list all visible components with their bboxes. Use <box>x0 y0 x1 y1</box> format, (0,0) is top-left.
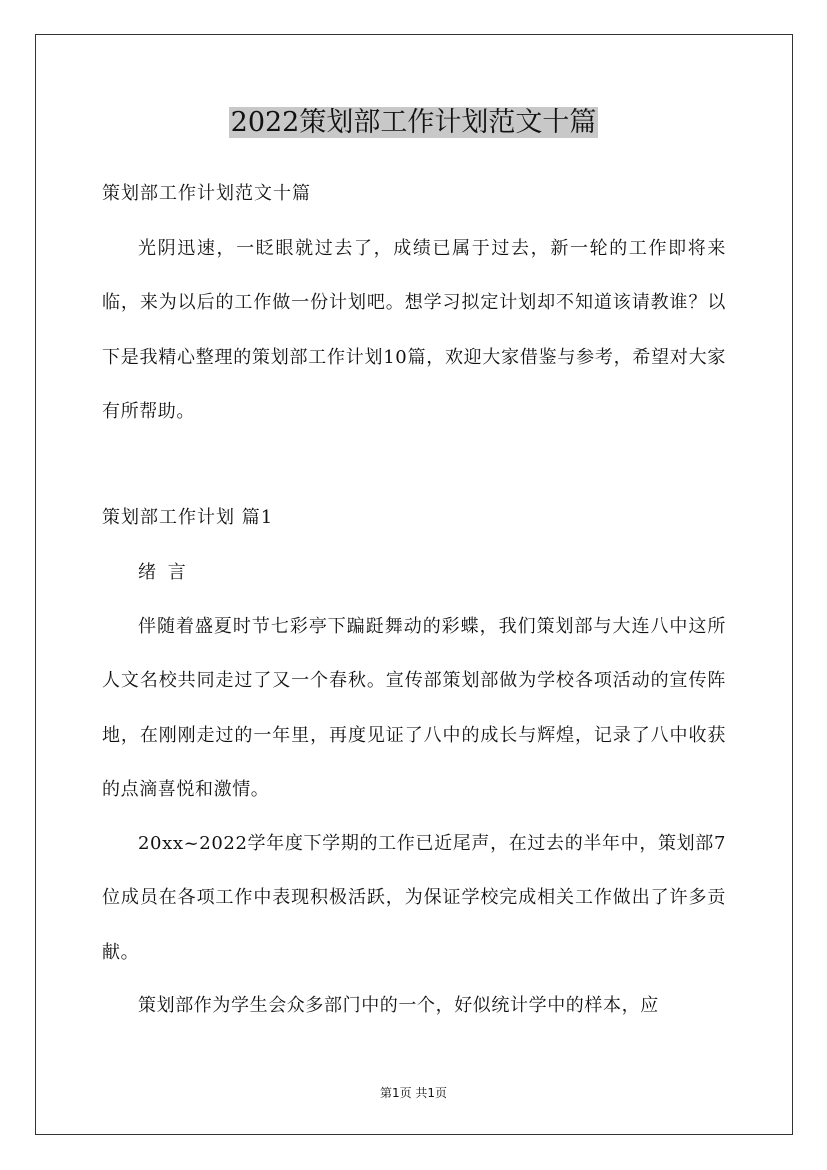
page-footer: 第1页 共1页 <box>379 1086 448 1100</box>
body-paragraph: 伴随着盛夏时节七彩亭下蹁跹舞动的彩蝶，我们策划部与大连八中这所人文名校共同走过了又一个春秋。宣传部策划部做为学校各项活动的宣传阵地，在刚刚走过的一年里，再度见证了八中的成长与辉煌，记录了八中收获的点滴喜悦和激情。 <box>102 616 726 800</box>
body-paragraph: 策划部作为学生会众多部门中的一个，好似统计学中的样本，应 <box>138 995 659 1016</box>
body-paragraph: 20xx~2022学年度下学期的工作已近尾声，在过去的半年中，策划部7位成员在各项工作中表现积极活跃，为保证学校完成相关工作做出了许多贡献。 <box>102 833 726 963</box>
section-intro-label: 绪 言 <box>138 562 189 583</box>
intro-paragraph: 光阴迅速，一眨眼就过去了，成绩已属于过去，新一轮的工作即将来临，来为以后的工作做一份计划吧。想学习拟定计划却不知道该请教谁？以下是我精心整理的策划部工作计划10篇，欢迎大家借鉴与参考，希望对大家有所帮助。 <box>102 238 726 422</box>
document-title-text: 2022策划部工作计划范文十篇 <box>230 107 597 138</box>
section-heading: 策划部工作计划 篇1 <box>102 507 274 528</box>
document-title <box>0 100 827 146</box>
document-subtitle: 策划部工作计划范文十篇 <box>102 183 311 204</box>
